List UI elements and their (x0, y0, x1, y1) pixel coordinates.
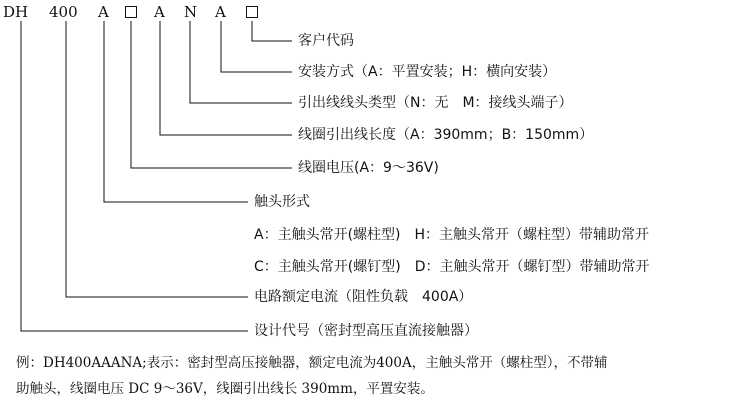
leader-coil-voltage (131, 21, 292, 168)
code-box-voltage (125, 6, 137, 18)
label-lead-type: 引出线线头类型（N：无 M：接线头端子） (298, 95, 573, 111)
code-part-400: 400 (49, 3, 78, 21)
code-part-lead-length: A (154, 3, 165, 21)
label-coil-voltage: 线圈电压(A：9～36V) (298, 160, 439, 176)
code-part-contact: A (98, 3, 109, 21)
leader-design-code (21, 21, 248, 331)
label-contact-option-c-d: C：主触头常开(螺钉型) D：主触头常开（螺钉型）带辅助常开 (254, 259, 650, 275)
example-line-2: 助触头，线圈电压 DC 9～36V，线圈引出线长 390mm，平置安装。 (16, 381, 434, 397)
leader-coil-lead-length (160, 21, 292, 135)
label-contact-option-a-h: A：主触头常开(螺柱型) H：主触头常开（螺柱型）带辅助常开 (254, 227, 650, 243)
label-design-code: 设计代号（密封型高压直流接触器） (254, 323, 478, 339)
leader-install-method (221, 21, 292, 72)
leader-lead-type (190, 21, 292, 103)
label-install-method: 安装方式（A：平置安装；H：横向安装） (298, 64, 557, 80)
example-line-1: 例：DH400AAANA;表示：密封型高压接触器，额定电流为400A，主触头常开（螺柱型），不带辅 (16, 355, 608, 371)
code-part-lead-type: N (184, 3, 198, 21)
code-box-customer (246, 6, 258, 18)
leader-contact-form (104, 21, 248, 202)
label-customer-code: 客户代码 (298, 33, 354, 49)
label-rated-current: 电路额定电流（阻性负载 400A） (254, 289, 473, 305)
leader-customer-code (252, 21, 292, 41)
code-part-install: A (215, 3, 226, 21)
label-coil-lead-length: 线圈引出线长度（A：390mm；B：150mm） (298, 127, 594, 143)
label-contact-form: 触头形式 (254, 194, 310, 210)
code-part-dh: DH (3, 3, 29, 21)
